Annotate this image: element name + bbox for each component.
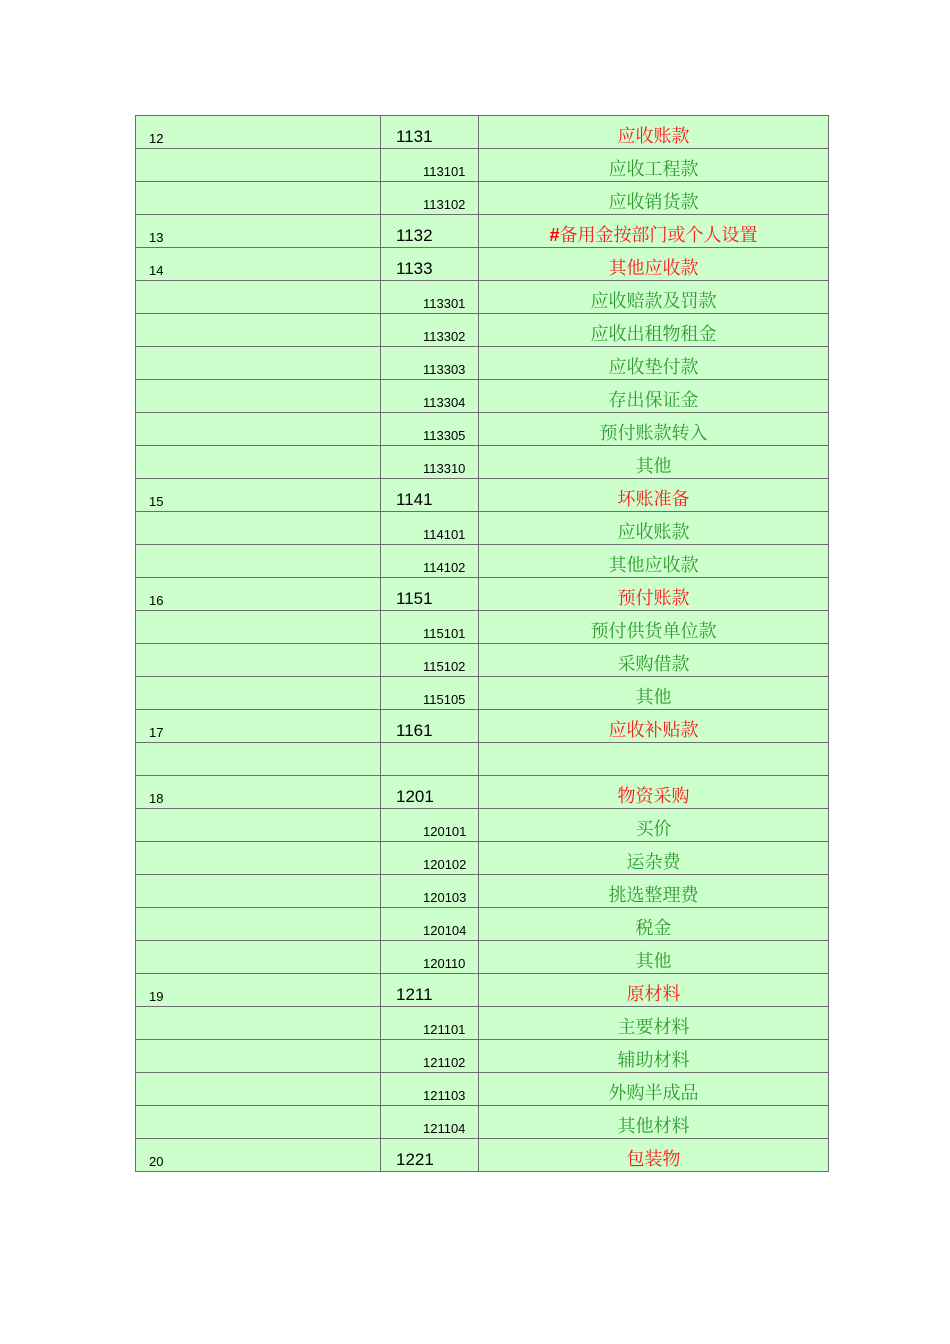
account-name-cell [479, 512, 829, 545]
account-code-cell: 1133 [381, 248, 479, 281]
account-name-text: 其他材料 [617, 1116, 690, 1137]
table-row [136, 776, 829, 809]
account-name-text: 采购借款 [617, 654, 690, 675]
account-code-cell: 113101 [381, 149, 479, 182]
account-name-text: 买价 [635, 819, 672, 840]
account-name-text: 预付账款转入 [599, 423, 708, 444]
table-row [136, 446, 829, 479]
row-sequence-cell [136, 1040, 381, 1073]
account-name-cell [479, 743, 829, 776]
account-code-cell [381, 743, 479, 776]
table-row [136, 281, 829, 314]
account-name-text: 主要材料 [617, 1017, 690, 1038]
table-row [136, 809, 829, 842]
account-code-cell: 113303 [381, 347, 479, 380]
table-row [136, 1106, 829, 1139]
account-name-cell [479, 1007, 829, 1040]
account-code-cell: 121101 [381, 1007, 479, 1040]
account-name-text: 运杂费 [626, 852, 681, 873]
table-row [136, 842, 829, 875]
account-code-cell: 113302 [381, 314, 479, 347]
account-name-cell [479, 545, 829, 578]
row-sequence-cell: 15 [136, 479, 381, 512]
row-sequence-cell: 13 [136, 215, 381, 248]
account-code-cell: 113301 [381, 281, 479, 314]
account-name-text: 辅助材料 [617, 1050, 690, 1071]
row-sequence-cell [136, 413, 381, 446]
account-name-text: 坏账准备 [617, 489, 690, 510]
account-code-cell: 1151 [381, 578, 479, 611]
table-row [136, 116, 829, 149]
account-code-cell: 121103 [381, 1073, 479, 1106]
account-code-cell: 120101 [381, 809, 479, 842]
table-row [136, 1139, 829, 1172]
account-code-cell: 1141 [381, 479, 479, 512]
account-code-cell: 115101 [381, 611, 479, 644]
row-sequence-cell [136, 1007, 381, 1040]
account-code-cell: 1161 [381, 710, 479, 743]
account-name-cell [479, 182, 829, 215]
account-name-text: 应收赔款及罚款 [590, 291, 717, 312]
table-row [136, 974, 829, 1007]
account-name-cell [479, 281, 829, 314]
account-name-text: 外购半成品 [608, 1083, 699, 1104]
account-code-cell: 120103 [381, 875, 479, 908]
account-name-cell [479, 1106, 829, 1139]
row-sequence-cell: 12 [136, 116, 381, 149]
account-name-cell [479, 776, 829, 809]
account-code-cell: 1201 [381, 776, 479, 809]
account-name-text: #备用金按部门或个人设置 [549, 225, 758, 246]
account-name-text: 应收账款 [617, 126, 690, 147]
account-name-text: 税金 [635, 918, 672, 939]
row-sequence-cell: 18 [136, 776, 381, 809]
table-row [136, 677, 829, 710]
table-row [136, 578, 829, 611]
account-name-text: 其他 [635, 951, 672, 972]
table-row [136, 1040, 829, 1073]
account-name-text: 应收工程款 [608, 159, 699, 180]
account-name-cell [479, 248, 829, 281]
account-name-text: 其他 [635, 456, 672, 477]
row-sequence-cell [136, 545, 381, 578]
account-code-cell: 1211 [381, 974, 479, 1007]
account-name-cell [479, 974, 829, 1007]
account-name-text: 应收补贴款 [608, 720, 699, 741]
row-sequence-cell: 16 [136, 578, 381, 611]
row-sequence-cell [136, 347, 381, 380]
account-code-cell: 121102 [381, 1040, 479, 1073]
row-sequence-cell: 17 [136, 710, 381, 743]
row-sequence-cell: 19 [136, 974, 381, 1007]
table-row [136, 875, 829, 908]
account-code-cell: 121104 [381, 1106, 479, 1139]
table-row [136, 941, 829, 974]
row-sequence-cell [136, 182, 381, 215]
row-sequence-cell [136, 512, 381, 545]
account-name-text: 其他 [635, 687, 672, 708]
row-sequence-cell [136, 149, 381, 182]
account-code-cell: 120104 [381, 908, 479, 941]
table-row [136, 743, 829, 776]
account-name-text: 原材料 [626, 984, 681, 1005]
account-name-cell [479, 347, 829, 380]
account-name-cell [479, 941, 829, 974]
account-name-text: 预付账款 [617, 588, 690, 609]
table-row [136, 479, 829, 512]
table-row [136, 182, 829, 215]
row-sequence-cell [136, 941, 381, 974]
row-sequence-cell [136, 611, 381, 644]
account-name-cell [479, 215, 829, 248]
account-name-text: 应收账款 [617, 522, 690, 543]
row-sequence-cell [136, 743, 381, 776]
table-row [136, 1007, 829, 1040]
table-row [136, 644, 829, 677]
account-name-cell [479, 446, 829, 479]
table-row [136, 380, 829, 413]
account-code-cell: 113305 [381, 413, 479, 446]
account-name-text: 预付供货单位款 [590, 621, 717, 642]
row-sequence-cell [136, 1073, 381, 1106]
account-name-cell [479, 380, 829, 413]
table-row [136, 248, 829, 281]
account-name-text: 其他应收款 [608, 258, 699, 279]
table-row [136, 215, 829, 248]
account-name-text: 物资采购 [617, 786, 690, 807]
row-sequence-cell [136, 842, 381, 875]
row-sequence-cell [136, 314, 381, 347]
account-name-cell [479, 413, 829, 446]
account-code-cell: 120110 [381, 941, 479, 974]
row-sequence-cell [136, 1106, 381, 1139]
table-row [136, 710, 829, 743]
row-sequence-cell [136, 644, 381, 677]
account-name-text: 应收销货款 [608, 192, 699, 213]
table-body [136, 116, 829, 1172]
account-name-cell [479, 875, 829, 908]
account-code-cell: 114101 [381, 512, 479, 545]
account-name-cell [479, 677, 829, 710]
account-name-cell [479, 1040, 829, 1073]
account-name-cell [479, 116, 829, 149]
account-name-text: 其他应收款 [608, 555, 699, 576]
account-name-cell [479, 1139, 829, 1172]
table-row [136, 149, 829, 182]
row-sequence-cell [136, 809, 381, 842]
hash-marker: # [549, 225, 560, 245]
account-code-cell: 1131 [381, 116, 479, 149]
row-sequence-cell [136, 446, 381, 479]
account-code-cell: 113102 [381, 182, 479, 215]
table-row [136, 908, 829, 941]
account-code-cell: 113304 [381, 380, 479, 413]
account-name-text: 包装物 [626, 1149, 681, 1170]
table-row [136, 413, 829, 446]
account-code-cell: 120102 [381, 842, 479, 875]
account-name-cell [479, 314, 829, 347]
account-name-text: 挑选整理费 [608, 885, 699, 906]
row-sequence-cell [136, 908, 381, 941]
account-name-cell [479, 644, 829, 677]
row-sequence-cell [136, 875, 381, 908]
account-name-cell [479, 908, 829, 941]
account-name-cell [479, 578, 829, 611]
table-row [136, 1073, 829, 1106]
table-row [136, 545, 829, 578]
account-name-text: 应收垫付款 [608, 357, 699, 378]
table-row [136, 512, 829, 545]
account-code-cell: 113310 [381, 446, 479, 479]
account-name-cell [479, 710, 829, 743]
table-row [136, 611, 829, 644]
table-row [136, 314, 829, 347]
account-name-text: 应收出租物租金 [590, 324, 717, 345]
account-code-cell: 115102 [381, 644, 479, 677]
row-sequence-cell [136, 677, 381, 710]
account-code-cell: 1132 [381, 215, 479, 248]
table-row [136, 347, 829, 380]
account-name-cell [479, 479, 829, 512]
account-code-table [135, 115, 829, 1172]
account-code-cell: 1221 [381, 1139, 479, 1172]
account-code-cell: 114102 [381, 545, 479, 578]
account-name-cell [479, 1073, 829, 1106]
row-sequence-cell: 20 [136, 1139, 381, 1172]
row-sequence-cell [136, 281, 381, 314]
row-sequence-cell: 14 [136, 248, 381, 281]
account-name-cell [479, 611, 829, 644]
row-sequence-cell [136, 380, 381, 413]
account-name-cell [479, 149, 829, 182]
account-name-text: 存出保证金 [608, 390, 699, 411]
account-name-cell [479, 809, 829, 842]
account-code-cell: 115105 [381, 677, 479, 710]
account-name-cell [479, 842, 829, 875]
